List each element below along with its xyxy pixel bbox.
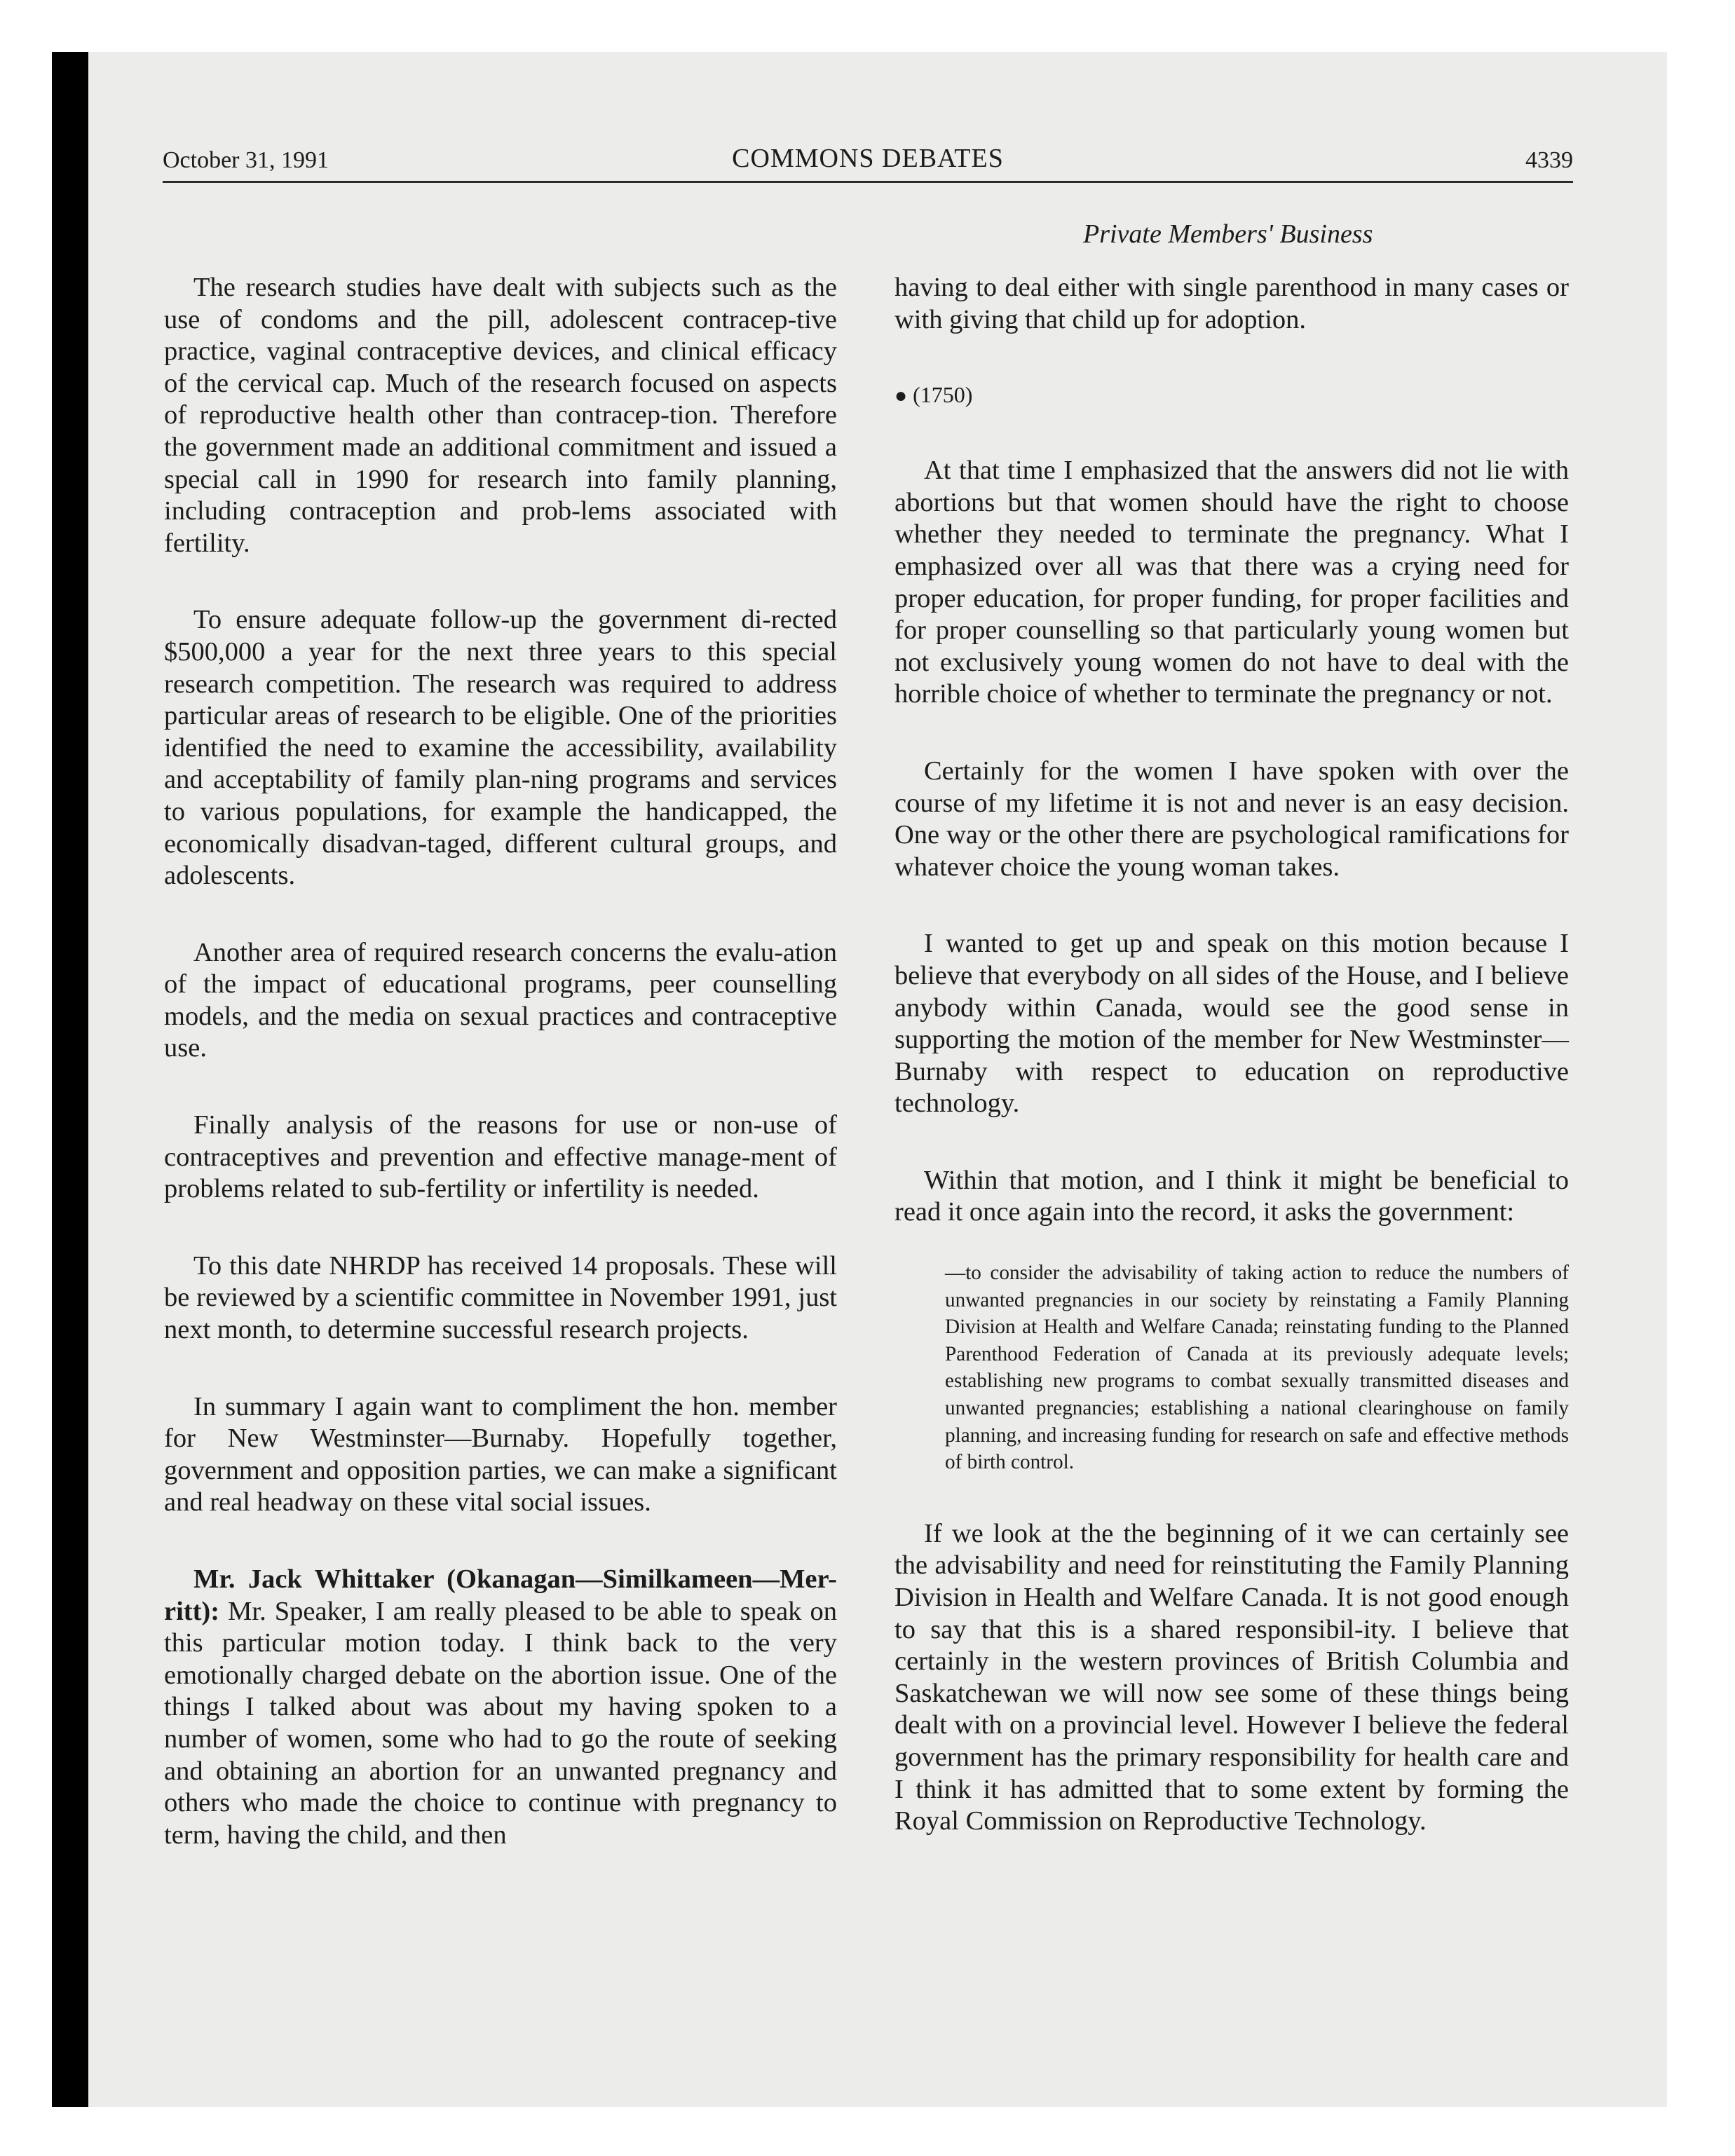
header-page-number: 4339	[1525, 147, 1573, 173]
right-paragraph-1: At that time I emphasized that the answers did not lie with abortions but that women should have the right to choose whether they needed to terminate the pregnancy. What I emphasized over all was that there was a crying need for proper education, for proper funding, for proper facilities and for proper counselling so that particularly young women but not exclusively young women do not have to deal with the horrible choice of whether to terminate the pregnancy or not.	[894, 456, 1569, 709]
right-paragraph-0: having to deal either with single parenthood in many cases or with giving that child up for adoption.	[894, 273, 1569, 334]
time-marker-text: (1750)	[913, 382, 973, 408]
right-paragraph-5: If we look at the the beginning of it we can certainly see the advisability and need for reinstituting the Family Planning Division in Health and Welfare Canada. It is not good enough to say that this is a shared responsibil-ity. I believe that certainly in the western provinces of British Columbia and Saskatchewan we will now see some of these things being dealt with on a provincial level. However I believe the federal government has the primary responsibility for health care and I think it has admitted that to some extent by forming the Royal Commission on Reproductive Technology.	[894, 1518, 1569, 1836]
right-column	[894, 272, 1569, 1883]
header-title: COMMONS DEBATES	[732, 144, 1004, 173]
left-paragraph-4: Finally analysis of the reasons for use or non-use of contraceptives and prevention and effective manage-ment of problems related to sub-fertility or infertility is needed.	[164, 1110, 837, 1204]
scan-edge-bar	[52, 52, 88, 2107]
header-date: October 31, 1991	[163, 147, 329, 173]
right-paragraph-4: Within that motion, and I think it might be beneficial to read it once again into the record, it asks the government:	[894, 1165, 1569, 1227]
left-paragraph-3: Another area of required research concerns the evalu-ation of the impact of educational programs, peer counselling models, and the media on sexual practices and contraceptive use.	[164, 937, 837, 1063]
left-paragraph-5: To this date NHRDP has received 14 proposals. These will be reviewed by a scientific committee in November 1991, just next month, to determine successful research projects.	[164, 1250, 837, 1345]
bullet-icon: ●	[894, 384, 908, 408]
right-paragraph-3: I wanted to get up and speak on this motion because I believe that everybody on all sides of the House, and I believe anybody within Canada, would see the good sense in supporting the motion of the member for New Westminster—Burnaby with respect to education on reproductive technology.	[894, 929, 1569, 1119]
time-marker	[894, 381, 1569, 410]
left-column	[164, 272, 837, 1896]
speaker-name: Mr. Jack Whittaker (Okanagan—Similkameen—Mer-ritt):	[164, 1564, 837, 1626]
left-paragraph-2: To ensure adequate follow-up the government di-rected $500,000 a year for the next three years to this special research competition. The research was required to address particular areas of research to be eligible. One of the priorities identified the need to examine the accessibility, availability and acceptability of family plan-ning programs and services to various populations, for example the handicapped, the economically disadvan-taged, different cultural groups, and adolescents.	[164, 605, 837, 891]
section-title: Private Members' Business	[1083, 219, 1373, 249]
motion-quote: —to consider the advisability of taking action to reduce the numbers of unwanted pregnancies in our society by reinstating a Family Planning Division at Health and Welfare Canada; reinstating funding to the Planned Parenthood Federation of Canada at its previously adequate levels; establishing new programs to combat sexually transmitted diseases and unwanted pregnancies; establishing a national clearinghouse on family planning, and increasing funding for research on safe and effective methods of birth control.	[945, 1262, 1569, 1474]
speech-text: Mr. Speaker, I am really pleased to be able to speak on this particular motion today. I think back to the very emotionally charged debate on the abortion issue. One of the things I talked about was about my having spoken to a number of women, some who had to go the route of seeking and obtaining an abortion for an unwanted pregnancy and others who made the choice to continue with pregnancy to term, having the child, and then	[164, 1596, 837, 1850]
left-paragraph-1: The research studies have dealt with subjects such as the use of condoms and the pill, adolescent contracep-tive practice, vaginal contraceptive devices, and clinical efficacy of the cervical cap. Much of the research focused on aspects of reproductive health other than contracep-tion. Therefore the government made an additional commitment and issued a special call in 1990 for research into family planning, including contraception and prob-lems associated with fertility.	[164, 273, 837, 558]
right-paragraph-2: Certainly for the women I have spoken with over the course of my lifetime it is not and never is an easy decision. One way or the other there are psychological ramifications for whatever choice the young woman takes.	[894, 756, 1569, 882]
page-header	[163, 137, 1573, 183]
left-paragraph-7	[164, 1564, 837, 1851]
left-paragraph-6: In summary I again want to compliment the hon. member for New Westminster—Burnaby. Hopefully together, government and opposition parties, we can make a significant and real headway on these vital social issues.	[164, 1391, 837, 1517]
